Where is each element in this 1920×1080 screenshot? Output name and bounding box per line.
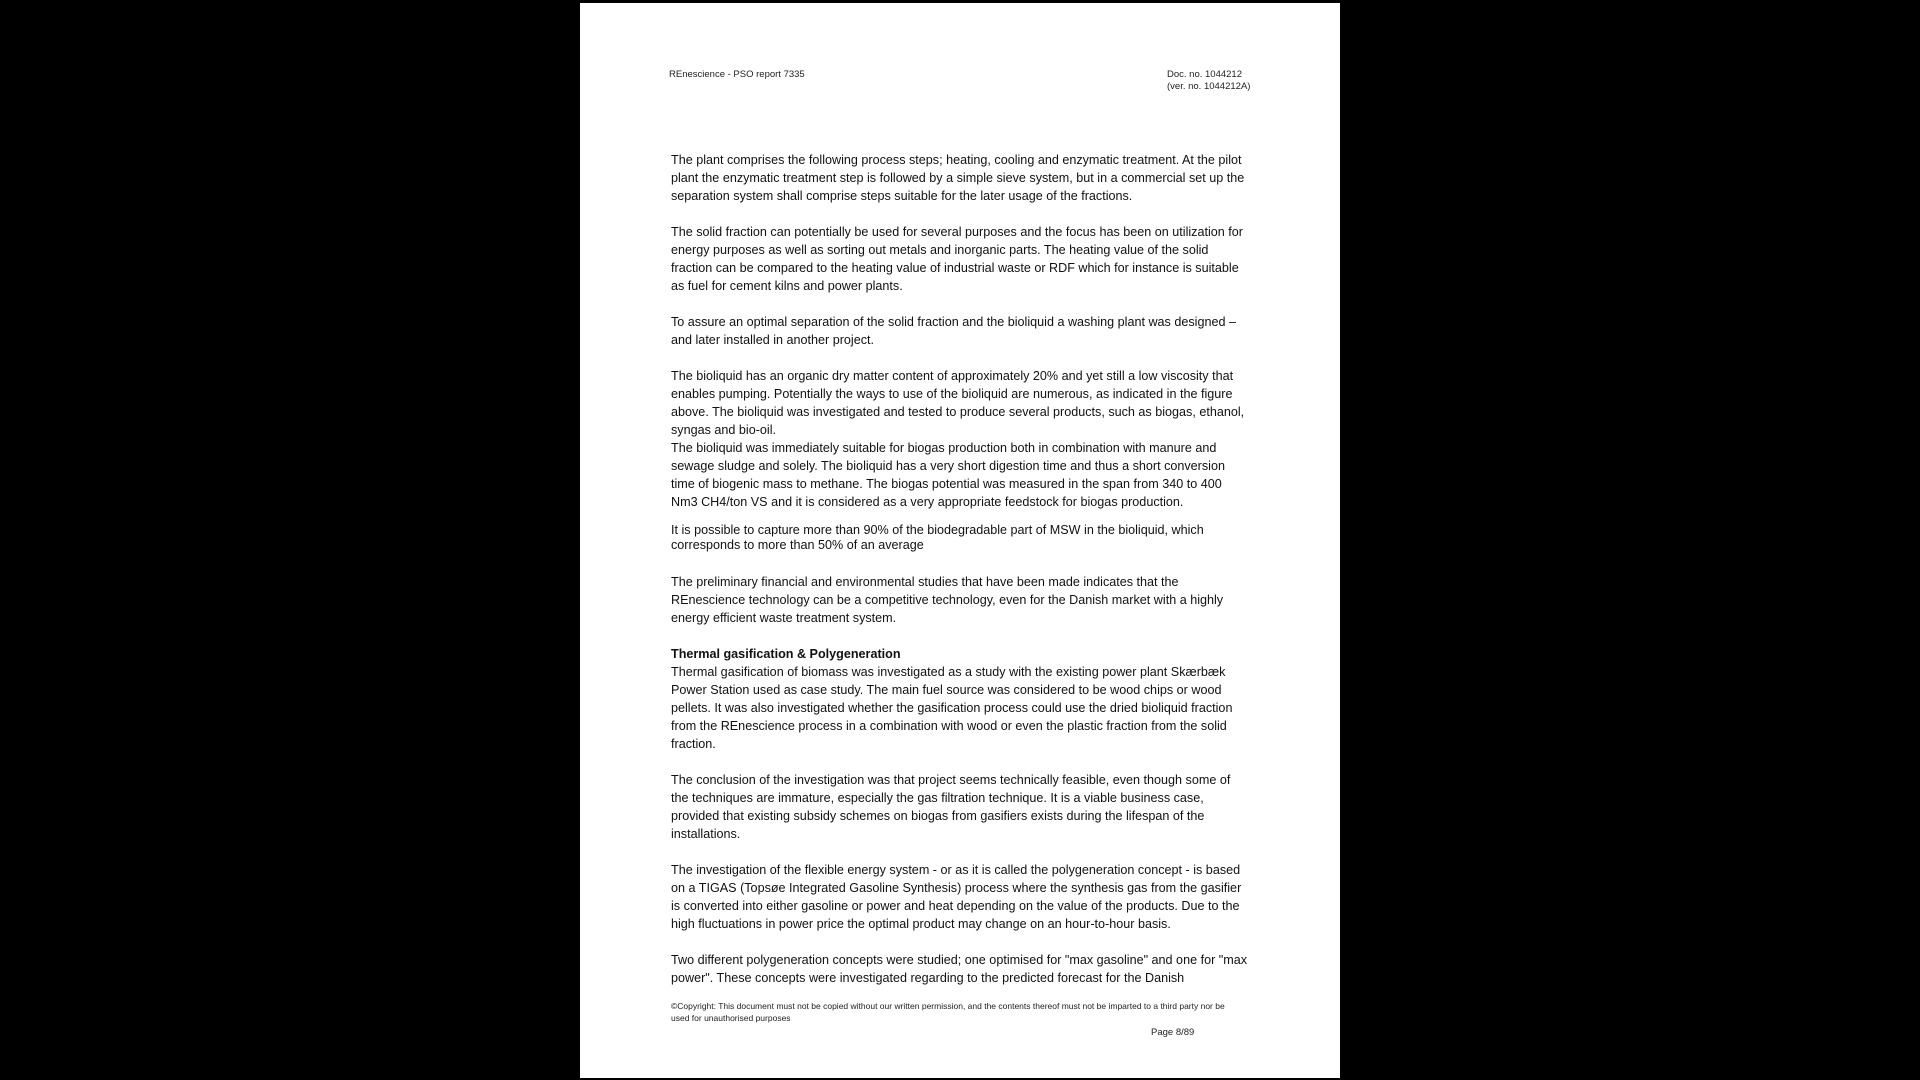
- paragraph-thermal-gasification: Thermal gasification of biomass was investigated as a study with the existing power plant Skærbæk Power Station used as case study. The main fuel source was considered to be wood chips or wood pellets. It was also investigated whether the gasification process could use the dried bioliquid fraction from the REnescience process in a combination with wood or even the plastic fraction from the solid fraction.: [671, 665, 1233, 751]
- paragraph-financial-studies: The preliminary financial and environmental studies that have been made indicates that the REnescience technology can be a competitive technology, even for the Danish market with a highly energy efficient waste treatment system.: [671, 575, 1224, 625]
- paragraph-biogas-production: The bioliquid was immediately suitable for biogas production both in combination with manure and sewage sludge and solely. The bioliquid has a very short digestion time and thus a short conversion time of biogenic mass to methane. The biogas potential was measured in the span from 340 to 400 Nm3 CH4/ton VS and it is considered as a very appropriate feedstock for biogas production.: [671, 441, 1225, 509]
- paragraph-solid-fraction: The solid fraction can potentially be used for several purposes and the focus has been on utilization for energy purposes as well as sorting out metals and inorganic parts. The heating value of the solid fraction can be compared to the heating value of industrial waste or RDF which for instance is suitable as fuel for cement kilns and power plants.: [671, 225, 1243, 293]
- paragraph-polygeneration: The investigation of the flexible energy system - or as it is called the polygeneration concept - is based on a TIGAS (Topsøe Integrated Gasoline Synthesis) process where the synthesis gas from the gasifier is converted into either gasoline or power and heat depending on the value of the products. Due to the high fluctuations in power price the optimal product may change on an hour-to-hour basis.: [671, 863, 1242, 931]
- footer-copyright: ©Copyright: This document must not be copied without our written permission, and the contents thereof must not be imparted to a third party nor be used for unauthorised purposes: [671, 1001, 1225, 1023]
- header-doc-number: Doc. no. 1044212: [1167, 69, 1243, 80]
- paragraph-bioliquid-content: The bioliquid has an organic dry matter content of approximately 20% and yet still a low viscosity that enables pumping. Potentially the ways to use of the bioliquid are numerous, as indicated in the figure above. The bioliquid was investigated and tested to produce several products, such as biogas, ethanol, syngas and bio-oil.: [671, 369, 1245, 437]
- paragraph-two-concepts: Two different polygeneration concepts were studied; one optimised for "max gasoline" and one for "max power". These concepts were investigated regarding to the predicted forecast for the Danish: [671, 953, 1248, 985]
- page-number: Page 8/89: [1151, 1027, 1195, 1038]
- header-doc-info: [1167, 69, 1250, 93]
- document-body: [671, 151, 1251, 987]
- section-heading: Thermal gasification & Polygeneration: [671, 647, 901, 661]
- paragraph-msw-capture: It is possible to capture more than 90% of the biodegradable part of MSW in the bioliquid, which corresponds to more than 50% of an average: [671, 523, 1204, 552]
- paragraph-washing-plant: To assure an optimal separation of the solid fraction and the bioliquid a washing plant was designed – and later installed in another project.: [671, 315, 1236, 347]
- header-report-title: REnescience - PSO report 7335: [669, 69, 805, 80]
- header-version-number: (ver. no. 1044212A): [1167, 81, 1251, 92]
- paragraph-conclusion: The conclusion of the investigation was that project seems technically feasible, even though some of the techniques are immature, especially the gas filtration technique. It is a viable business case, provided that existing subsidy schemes on biogas from gasifiers exists during the lifespan of the installations.: [671, 773, 1231, 841]
- document-page: [580, 3, 1340, 1078]
- paragraph-process-steps: The plant comprises the following process steps; heating, cooling and enzymatic treatment. At the pilot plant the enzymatic treatment step is followed by a simple sieve system, but in a commercial set up the separation system shall comprise steps suitable for the later usage of the fractions.: [671, 153, 1245, 203]
